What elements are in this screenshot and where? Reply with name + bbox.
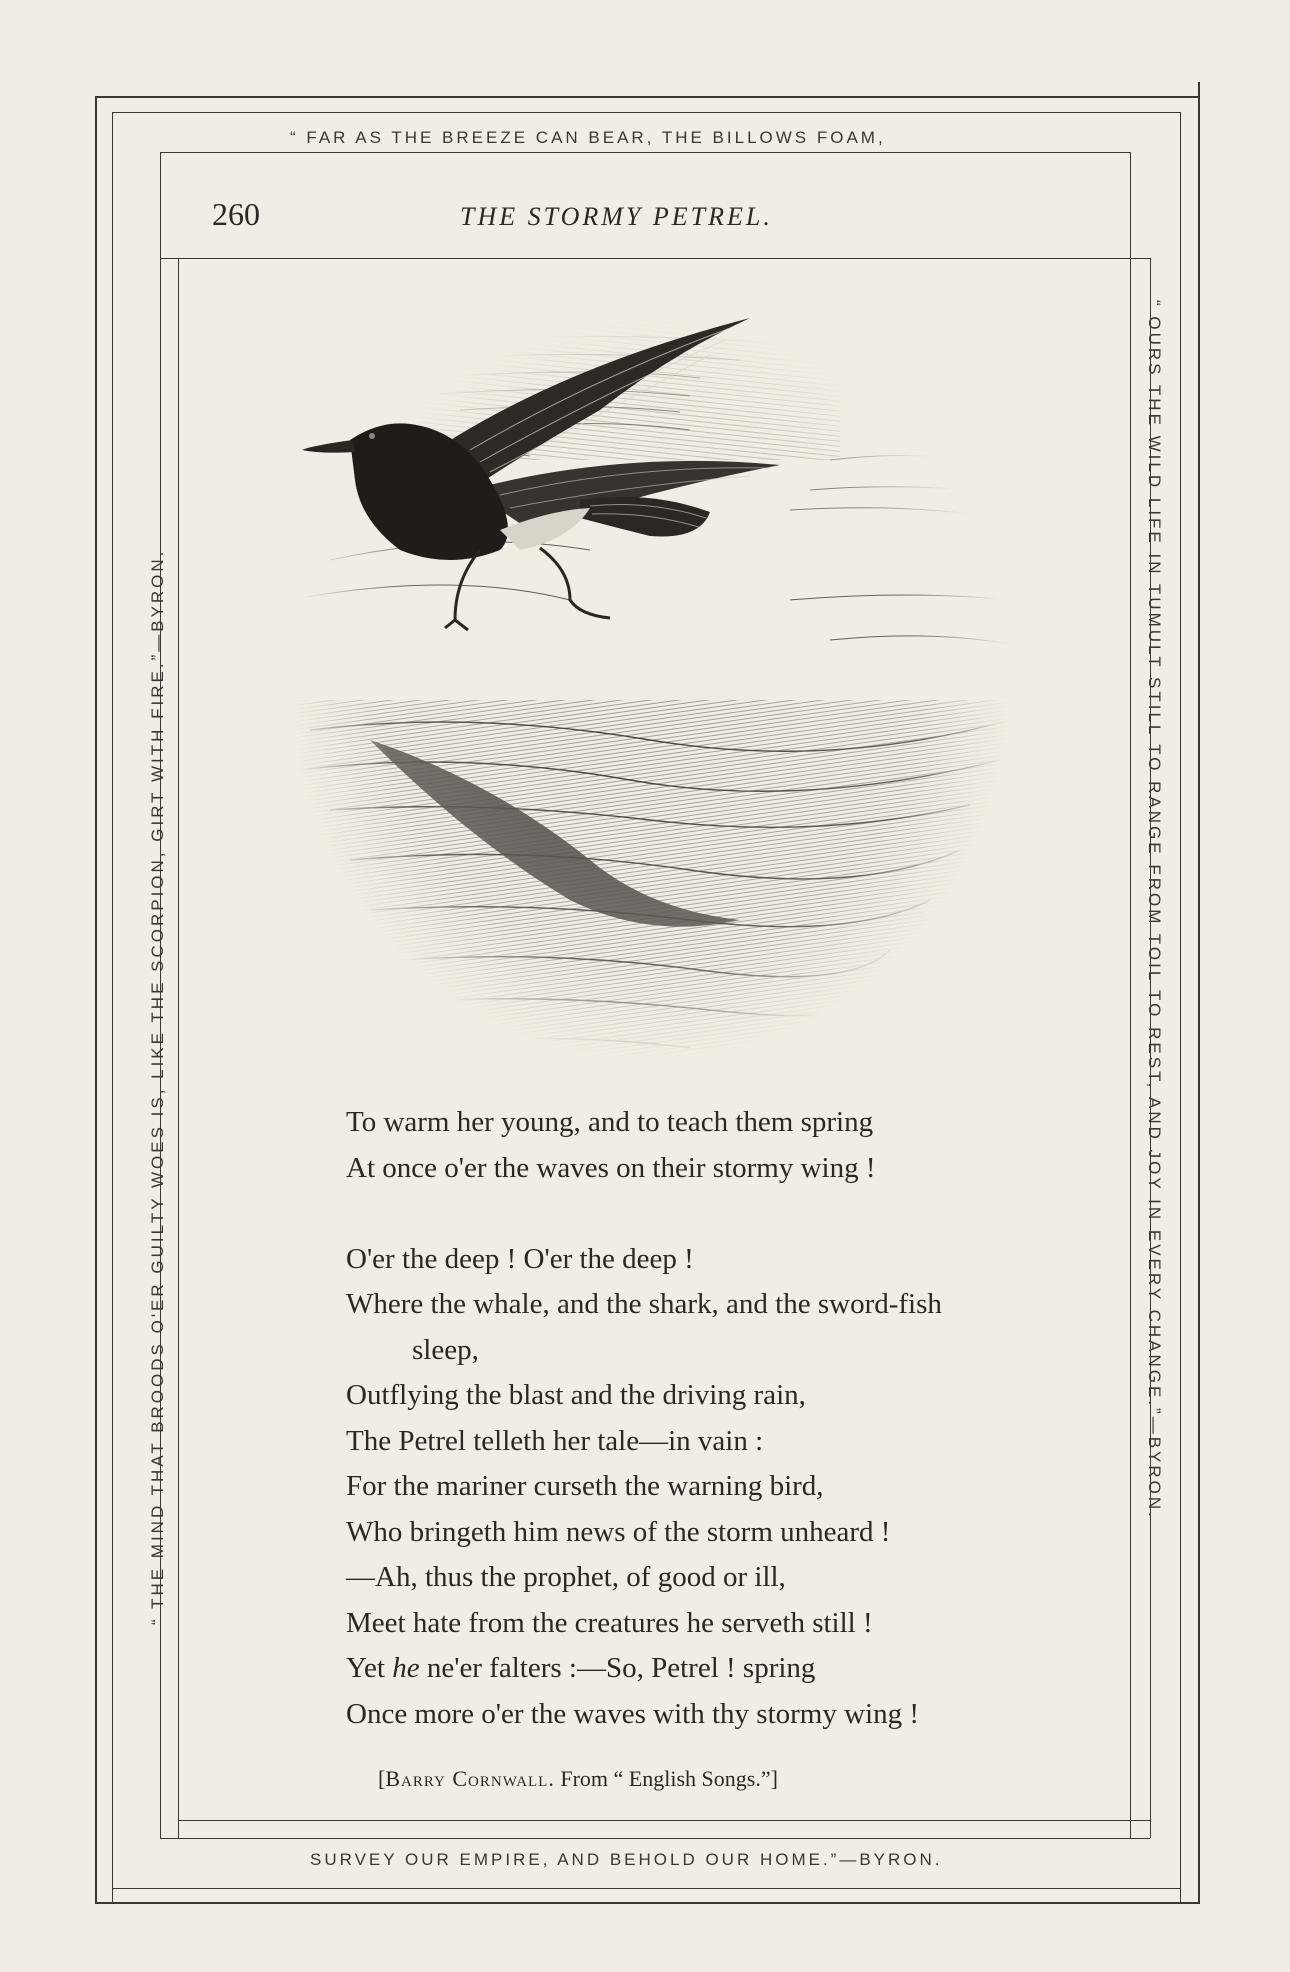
bottom-border-quote: SURVEY OUR EMPIRE, AND BEHOLD OUR HOME.”—BYRON. xyxy=(310,1850,943,1869)
poem-line: For the mariner curseth the warning bird, xyxy=(346,1470,824,1502)
poem-line: Outflying the blast and the driving rain, xyxy=(346,1379,806,1411)
outer-frame-right xyxy=(1198,82,1200,1904)
inner-frame-top xyxy=(160,152,1130,153)
poem-line: To warm her young, and to teach them spring xyxy=(346,1106,874,1138)
poem-line-continuation: sleep, xyxy=(412,1333,479,1366)
outer-frame-bottom-inner xyxy=(112,1888,1180,1889)
header-rule xyxy=(160,258,1150,259)
running-title: THE STORMY PETREL. xyxy=(460,202,773,231)
stanza-break xyxy=(346,1191,1126,1237)
poem-text xyxy=(346,1100,1126,1737)
poem-line: —Ah, thus the prophet, of good or ill, xyxy=(346,1561,786,1593)
poem-line: The Petrel telleth her tale—in vain : xyxy=(346,1424,764,1457)
poem-text-fragment: ne'er falters :—So, Petrel ! spring xyxy=(419,1652,816,1684)
poem-italic-word: he xyxy=(392,1652,420,1684)
attribution-source: From “ English Songs.”] xyxy=(554,1766,778,1791)
poem-line xyxy=(346,1646,1126,1692)
inner-frame-left-2 xyxy=(178,258,179,1838)
poem-line: At once o'er the waves on their stormy wing ! xyxy=(346,1151,876,1184)
page-number: 260 xyxy=(212,196,260,232)
poem-line: Who bringeth him news of the storm unheard ! xyxy=(346,1515,891,1548)
poem-text-fragment: Yet xyxy=(346,1652,393,1684)
outer-frame-bottom xyxy=(95,1902,1200,1904)
outer-frame-right-inner xyxy=(1180,112,1181,1904)
attribution-bracket: [ xyxy=(378,1766,386,1791)
poem-line: O'er the deep ! O'er the deep ! xyxy=(346,1242,694,1275)
outer-frame-left xyxy=(95,96,97,1904)
right-border-quote: “ OURS THE WILD LIFE IN TUMULT STILL TO RANGE FROM TOIL TO REST, AND JOY IN EVERY CHANGE.”—BYRON. xyxy=(1145,300,1164,1520)
poem-line: Meet hate from the creatures he serveth still ! xyxy=(346,1606,873,1639)
outer-frame-top-inner xyxy=(112,112,1180,113)
poem-line: Once more o'er the waves with thy stormy wing ! xyxy=(346,1697,920,1730)
attribution-author: Barry Cornwall. xyxy=(385,1766,555,1791)
attribution xyxy=(378,1766,778,1792)
left-border-quote: “ THE MIND THAT BROODS O'ER GUILTY WOES IS, LIKE THE SCORPION, GIRT WITH FIRE.”—BYRON. xyxy=(148,548,167,1625)
top-border-quote: “ FAR AS THE BREEZE CAN BEAR, THE BILLOWS FOAM, xyxy=(290,128,886,147)
stormy-petrel-engraving xyxy=(270,300,1030,1080)
inner-frame-bottom-2 xyxy=(160,1838,1150,1839)
inner-frame-bottom xyxy=(178,1820,1150,1821)
poem-line: Where the whale, and the shark, and the sword-fish xyxy=(346,1288,942,1320)
outer-frame-left-inner xyxy=(112,112,113,1904)
outer-frame-top xyxy=(95,96,1198,98)
inner-frame-right xyxy=(1130,152,1131,1838)
